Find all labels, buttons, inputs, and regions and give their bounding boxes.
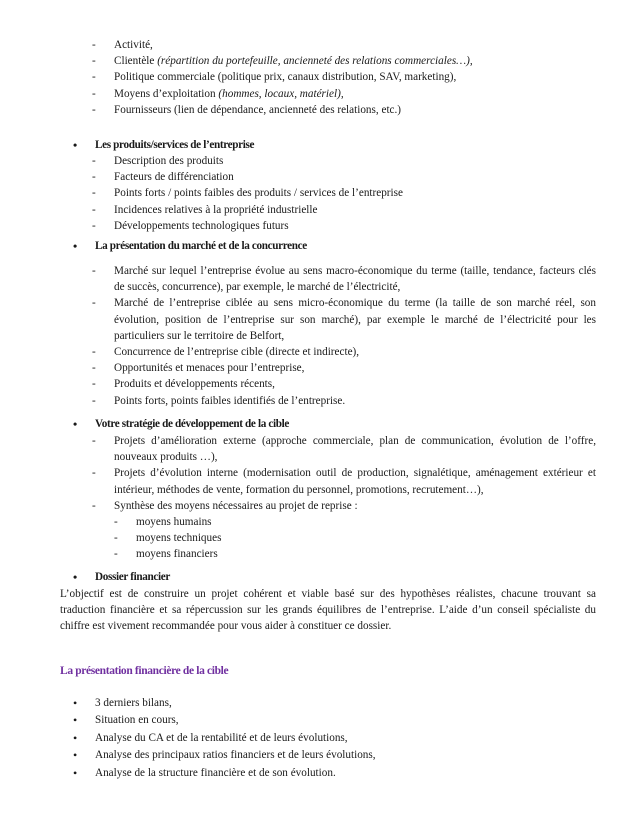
section-heading-financial-file: • Dossier financier (73, 569, 170, 585)
section-heading-strategy: • Votre stratégie de développement de la cible (73, 416, 289, 432)
list-item: - Concurrence de l’entreprise cible (directe et indirecte), (92, 344, 596, 360)
financial-list (0, 695, 376, 782)
list-item: - Marché de l’entreprise ciblée au sens micro-économique du terme (la taille de son marché réel, son évolution, position de l’entreprise sur son marché), par exemple le marché de l’électricité pour les particuliers sur le territoire de Belfort, (92, 295, 596, 344)
list-item: - Marché sur lequel l’entreprise évolue au sens macro-économique du terme (taille, tendance, facteurs clés de succès, concurrence), par exemple, le marché de l’électricité, (92, 263, 596, 295)
means-sublist (114, 514, 596, 563)
list-item: - Développements technologiques futurs (92, 218, 596, 234)
list-item: - Projets d’évolution interne (modernisation outil de production, signalétique, aménagement extérieur et intérieur, méthodes de vente, formation du personnel, promotions, recrutement…), (92, 465, 596, 497)
list-item: - Fournisseurs (lien de dépendance, ancienneté des relations, etc.) (92, 102, 596, 118)
list-item: • Analyse du CA et de la rentabilité et de leurs évolutions, (73, 730, 376, 747)
list-item: - Moyens d’exploitation (hommes, locaux, matériel), (92, 86, 596, 102)
list-item: • Situation en cours, (73, 712, 376, 729)
list-item: - Facteurs de différenciation (92, 169, 596, 185)
list-item: - Description des produits (92, 153, 596, 169)
activity-list (92, 37, 596, 118)
list-item: - moyens humains (114, 514, 596, 530)
list-item: • Analyse de la structure financière et de son évolution. (73, 765, 376, 782)
list-item: • 3 derniers bilans, (73, 695, 376, 712)
strategy-list (92, 433, 596, 563)
list-item: • Analyse des principaux ratios financiers et de leurs évolutions, (73, 747, 376, 764)
list-item: - Clientèle (répartition du portefeuille, ancienneté des relations commerciales…), (92, 53, 596, 69)
list-item: - Synthèse des moyens nécessaires au projet de reprise : - moyens humains - moyens techniques - moyens financiers (92, 498, 596, 563)
list-item: - moyens financiers (114, 546, 596, 562)
products-list (92, 153, 596, 234)
list-item: - Produits et développements récents, (92, 376, 596, 392)
list-item: - Opportunités et menaces pour l’entreprise, (92, 360, 596, 376)
list-item: - moyens techniques (114, 530, 596, 546)
list-item: - Politique commerciale (politique prix, canaux distribution, SAV, marketing), (92, 69, 596, 85)
section-heading-products: • Les produits/services de l’entreprise (73, 137, 254, 153)
financial-presentation-title: La présentation financière de la cible (60, 665, 229, 677)
market-list (92, 263, 596, 409)
section-heading-market: • La présentation du marché et de la concurrence (73, 238, 307, 254)
list-item: - Incidences relatives à la propriété industrielle (92, 202, 596, 218)
list-item: - Points forts / points faibles des produits / services de l’entreprise (92, 185, 596, 201)
financial-file-paragraph: L’objectif est de construire un projet cohérent et viable basé sur des hypothèses réalistes, chacune trouvant sa traduction financière et sa répercussion sur les grands équilibres de l’entreprise. L’aide d’un conseil spécialiste du chiffre est vivement recommandée pour vous aider à constituer ce dossier. (60, 588, 596, 633)
list-item: - Projets d’amélioration externe (approche commerciale, plan de communication, évolution de l’offre, nouveaux produits …), (92, 433, 596, 465)
list-item: - Points forts, points faibles identifiés de l’entreprise. (92, 393, 596, 409)
list-item: - Activité, (92, 37, 596, 53)
